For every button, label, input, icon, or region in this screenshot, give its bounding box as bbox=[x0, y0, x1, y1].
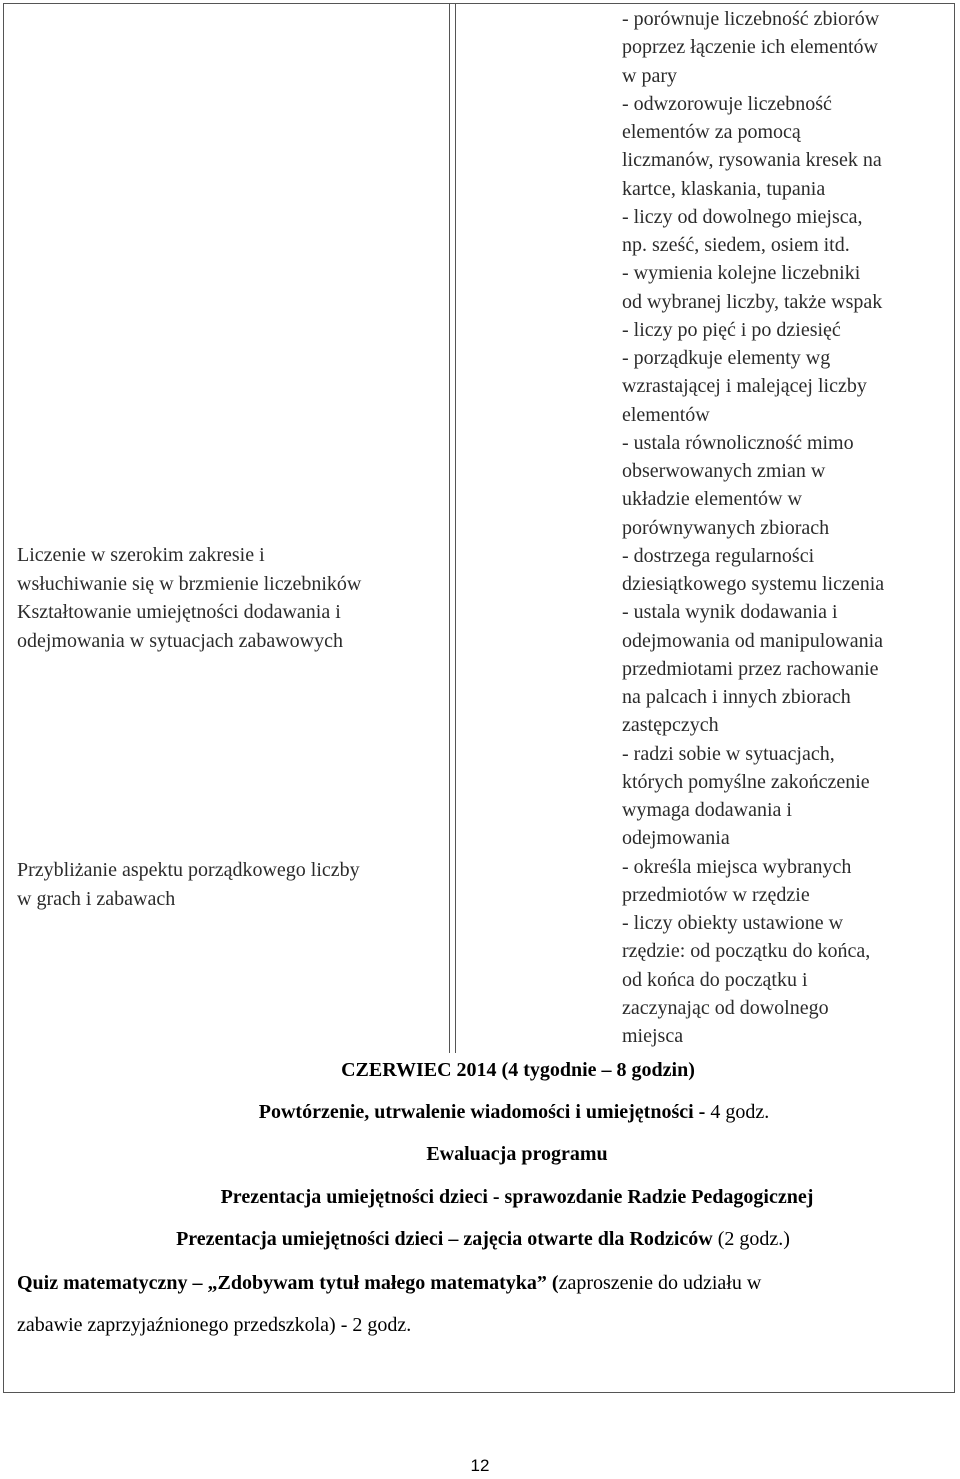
right-text-line: układzie elementów w bbox=[622, 488, 802, 511]
quiz-line-2: zabawie zaprzyjaźnionego przedszkola) - 2 godz. bbox=[17, 1314, 412, 1336]
right-column-skills bbox=[622, 5, 957, 1050]
right-text-line: liczmanów, rysowania kresek na bbox=[622, 149, 882, 172]
right-text-line: odejmowania od manipulowania bbox=[622, 629, 884, 652]
right-text-line: obserwowanych zmian w bbox=[622, 460, 826, 482]
page-number: 12 bbox=[470, 1456, 490, 1475]
left-text-line: Przybliżanie aspektu porządkowego liczby bbox=[17, 859, 360, 881]
right-text-line: kartce, klaskania, tupania bbox=[622, 177, 826, 200]
right-text-line: w pary bbox=[622, 64, 677, 87]
right-text-line: wymaga dodawania i bbox=[622, 799, 792, 821]
left-text-line: w grach i zabawach bbox=[17, 887, 176, 910]
right-text-line: zaczynając od dowolnego bbox=[622, 996, 829, 1019]
heading-prezentacja-sprawozdanie: Prezentacja umiejętności dzieci - sprawozdanie Radzie Pedagogicznej bbox=[220, 1186, 814, 1208]
right-text-line: na palcach i innych zbiorach bbox=[622, 686, 851, 708]
right-text-line: dziesiątkowego systemu liczenia bbox=[622, 573, 885, 595]
right-text-line: - ustala wynik dodawania i bbox=[622, 601, 838, 624]
left-text-line: wsłuchiwanie się w brzmienie liczebników bbox=[17, 572, 362, 595]
right-text-line: - wymienia kolejne liczebniki bbox=[622, 262, 861, 285]
quiz-title: Quiz matematyczny – „Zdobywam tytuł małego matematyka” ( bbox=[17, 1272, 559, 1294]
column-divider-inner bbox=[455, 3, 456, 1053]
heading-prezentacja-zajecia bbox=[3, 1226, 960, 1252]
right-text-line: - liczy po pięć i po dziesięć bbox=[622, 318, 841, 341]
heading-powtorzenie bbox=[34, 1099, 960, 1125]
right-text-line: - określa miejsca wybranych bbox=[622, 855, 852, 878]
left-text-line: odejmowania w sytuacjach zabawowych bbox=[17, 629, 343, 652]
right-text-line: - porównuje liczebność zbiorów bbox=[622, 8, 880, 30]
section-heading-czerwiec: CZERWIEC 2014 (4 tygodnie – 8 godzin) bbox=[341, 1059, 695, 1081]
heading-powtorzenie-hours: 4 godz. bbox=[705, 1101, 770, 1123]
right-text-line: - radzi sobie w sytuacjach, bbox=[622, 742, 835, 765]
right-text-line: od końca do początku i bbox=[622, 968, 808, 991]
right-text-line: np. sześć, siedem, osiem itd. bbox=[622, 234, 850, 256]
right-text-line: przedmiotów w rzędzie bbox=[622, 883, 810, 906]
right-text-line: elementów bbox=[622, 403, 710, 426]
right-text-line: elementów za pomocą bbox=[622, 121, 801, 143]
right-text-line: - odwzorowuje liczebność bbox=[622, 92, 832, 115]
left-text-line: Liczenie w szerokim zakresie i bbox=[17, 544, 265, 566]
right-text-line: - ustala równoliczność mimo bbox=[622, 431, 854, 454]
right-text-line: wzrastającej i malejącej liczby bbox=[622, 375, 867, 398]
left-column-block-1 bbox=[17, 541, 442, 655]
right-text-line: poprzez łączenie ich elementów bbox=[622, 36, 878, 59]
right-text-line: przedmiotami przez rachowanie bbox=[622, 657, 879, 680]
right-text-line: odejmowania bbox=[622, 827, 730, 850]
right-text-line: miejsca bbox=[622, 1025, 684, 1047]
heading-prezentacja-zajecia-hours: (2 godz.) bbox=[712, 1228, 790, 1250]
right-text-line: rzędzie: od początku do końca, bbox=[622, 940, 871, 963]
heading-prezentacja-zajecia-bold: Prezentacja umiejętności dzieci – zajęcia otwarte dla Rodziców bbox=[176, 1228, 713, 1250]
heading-ewaluacja: Ewaluacja programu bbox=[426, 1143, 608, 1165]
quiz-line-1 bbox=[17, 1262, 947, 1304]
right-text-line: porównywanych zbiorach bbox=[622, 516, 830, 539]
right-text-line: których pomyślne zakończenie bbox=[622, 770, 870, 793]
right-text-line: zastępczych bbox=[622, 714, 719, 737]
right-text-line: - liczy obiekty ustawione w bbox=[622, 912, 844, 934]
right-text-line: od wybranej liczby, także wspak bbox=[622, 290, 883, 313]
left-column-block-2 bbox=[17, 856, 442, 913]
column-divider bbox=[449, 3, 450, 1053]
right-text-line: - dostrzega regularności bbox=[622, 544, 815, 567]
right-text-line: - porządkuje elementy wg bbox=[622, 347, 831, 369]
quiz-invitation: zaproszenie do udziału w bbox=[558, 1272, 762, 1294]
right-text-line: - liczy od dowolnego miejsca, bbox=[622, 205, 863, 228]
left-text-line: Kształtowanie umiejętności dodawania i bbox=[17, 601, 341, 623]
heading-powtorzenie-bold: Powtórzenie, utrwalenie wiadomości i umiejętności - bbox=[258, 1101, 706, 1123]
